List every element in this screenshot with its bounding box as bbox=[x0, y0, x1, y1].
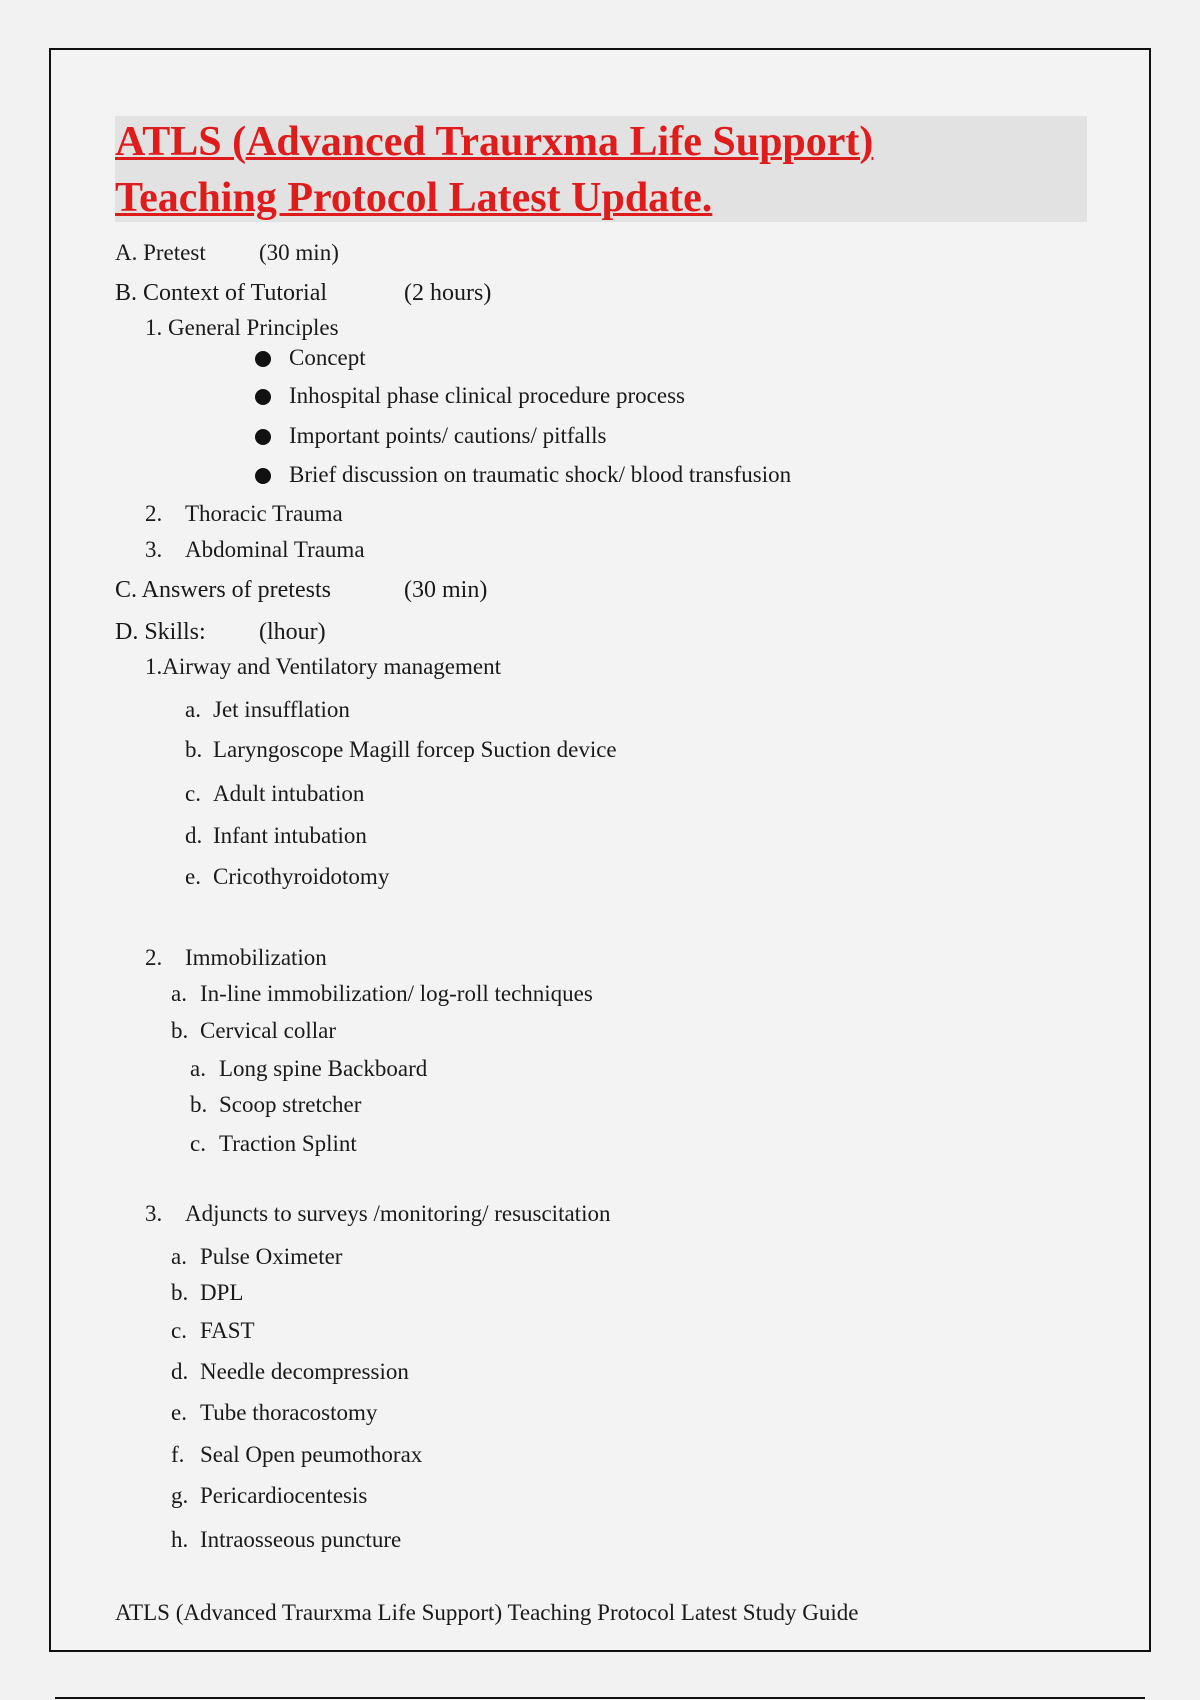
list-letter: b. bbox=[171, 1018, 189, 1043]
adjuncts-heading: Adjuncts to surveys /monitoring/ resuscitation bbox=[185, 1201, 611, 1226]
list-letter: h. bbox=[171, 1527, 189, 1552]
general-principles: 1. General Principles bbox=[145, 315, 339, 340]
list-item: Scoop stretcher bbox=[219, 1092, 362, 1117]
list-item: Tube thoracostomy bbox=[200, 1400, 378, 1425]
bullet-icon bbox=[255, 468, 271, 484]
thoracic-trauma: Thoracic Trauma bbox=[185, 501, 343, 526]
list-item: Cervical collar bbox=[200, 1018, 337, 1043]
list-letter: b. bbox=[185, 737, 203, 762]
abdominal-trauma: Abdominal Trauma bbox=[185, 537, 365, 562]
list-item: Jet insufflation bbox=[213, 697, 350, 722]
item-number: 3. bbox=[145, 1201, 163, 1226]
list-item: Laryngoscope Magill forcep Suction device bbox=[213, 737, 617, 762]
list-letter: c. bbox=[190, 1131, 206, 1156]
list-item: Traction Splint bbox=[219, 1131, 357, 1156]
section-a-label: A. Pretest bbox=[115, 240, 206, 265]
bullet-icon bbox=[255, 351, 271, 367]
bullet-item: Brief discussion on traumatic shock/ blood transfusion bbox=[289, 462, 792, 487]
list-letter: a. bbox=[171, 1244, 187, 1269]
list-letter: b. bbox=[171, 1280, 189, 1305]
section-b-label: B. Context of Tutorial bbox=[115, 280, 328, 306]
bullet-icon bbox=[255, 429, 271, 445]
list-item: Long spine Backboard bbox=[219, 1056, 428, 1081]
list-letter: g. bbox=[171, 1483, 189, 1508]
document-title bbox=[115, 114, 873, 226]
title-line-2: Teaching Protocol Latest Update. bbox=[115, 175, 713, 221]
bullet-item: Concept bbox=[289, 345, 366, 370]
list-item: FAST bbox=[200, 1318, 255, 1343]
list-letter: f. bbox=[171, 1442, 185, 1467]
list-item: Needle decompression bbox=[200, 1359, 409, 1384]
list-letter: e. bbox=[171, 1400, 187, 1425]
bottom-divider bbox=[55, 1697, 1145, 1699]
list-letter: d. bbox=[171, 1359, 189, 1384]
list-item: Pulse Oximeter bbox=[200, 1244, 343, 1269]
item-number: 2. bbox=[145, 945, 163, 970]
airway-heading: 1.Airway and Ventilatory management bbox=[145, 654, 501, 679]
section-d-label: D. Skills: bbox=[115, 619, 206, 645]
list-item: Adult intubation bbox=[213, 781, 365, 806]
list-letter: a. bbox=[171, 981, 187, 1006]
item-number: 3. bbox=[145, 537, 163, 562]
list-letter: e. bbox=[185, 864, 201, 889]
list-letter: c. bbox=[171, 1318, 187, 1343]
section-c-duration: (30 min) bbox=[404, 577, 488, 603]
title-line-1: ATLS (Advanced Traurxma Life Support) bbox=[115, 119, 874, 165]
item-number: 2. bbox=[145, 501, 163, 526]
bullet-item: Important points/ cautions/ pitfalls bbox=[289, 423, 607, 448]
list-letter: a. bbox=[190, 1056, 206, 1081]
section-b-duration: (2 hours) bbox=[404, 280, 492, 306]
list-letter: b. bbox=[190, 1092, 208, 1117]
list-item: Intraosseous puncture bbox=[200, 1527, 402, 1552]
list-letter: c. bbox=[185, 781, 201, 806]
list-item: DPL bbox=[200, 1280, 244, 1305]
bullet-icon bbox=[255, 389, 271, 405]
bullet-item: Inhospital phase clinical procedure process bbox=[289, 383, 685, 408]
immobilization-heading: Immobilization bbox=[185, 945, 327, 970]
list-item: Cricothyroidotomy bbox=[213, 864, 390, 889]
list-letter: d. bbox=[185, 823, 203, 848]
list-item: Infant intubation bbox=[213, 823, 367, 848]
section-a-duration: (30 min) bbox=[259, 240, 339, 265]
section-c-label: C. Answers of pretests bbox=[115, 577, 331, 603]
list-item: In-line immobilization/ log-roll techniques bbox=[200, 981, 593, 1006]
section-d-duration: (lhour) bbox=[259, 619, 326, 645]
list-letter: a. bbox=[185, 697, 201, 722]
page-footer: ATLS (Advanced Traurxma Life Support) Teaching Protocol Latest Study Guide bbox=[115, 1600, 859, 1625]
list-item: Pericardiocentesis bbox=[200, 1483, 368, 1508]
list-item: Seal Open peumothorax bbox=[200, 1442, 423, 1467]
